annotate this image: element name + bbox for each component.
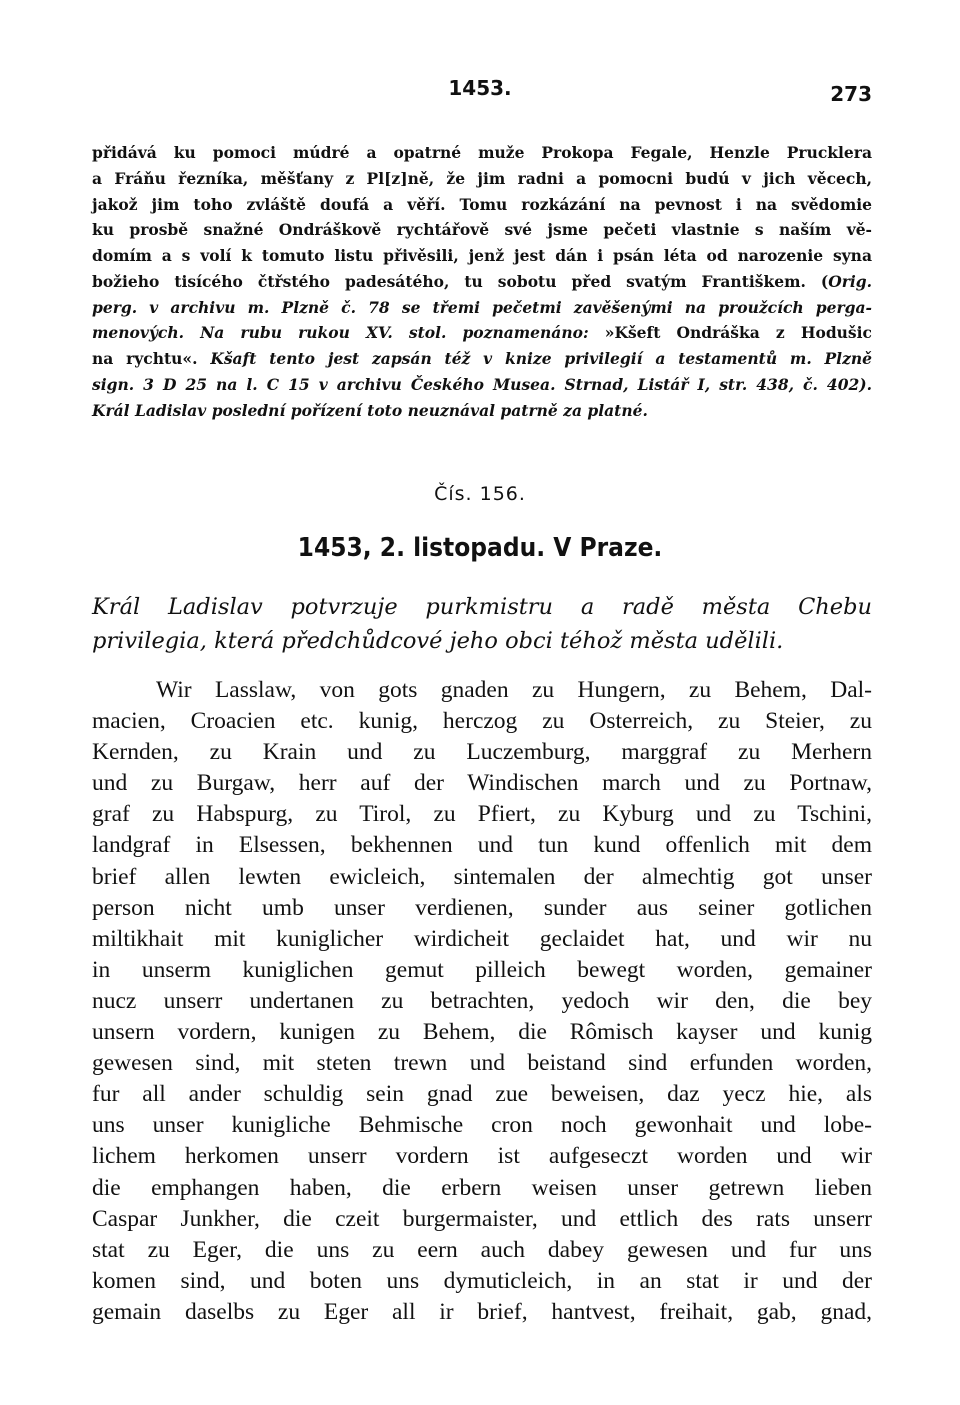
note-line (92, 166, 872, 192)
note-line (92, 217, 872, 243)
page-number: 273 (830, 82, 872, 106)
note-text-run: ku prosbě snažné Ondráškově rychtářově své jsme pečeti vlastnie s naším vě- (92, 220, 872, 240)
note-line (92, 140, 872, 166)
note-text-run: přidává ku pomoci múdré a opatrné muže Prokopa Fegale, Henzle Prucklera (92, 143, 872, 162)
body-line: nucz unserr undertanen zu betrachten, yedoch wir den, die bey (92, 987, 872, 1014)
regest-line: privilegia, která předchůdcové jeho obci téhož města udělili. (92, 628, 784, 654)
body-line: graf zu Habspurg, zu Tirol, zu Pfiert, zu Kyburg und zu Tschini, (92, 801, 872, 828)
body-line: die emphangen haben, die erbern weisen unser getrewn lieben (92, 1174, 872, 1201)
body-line: brief allen lewten ewicleich, sintemalen der almechtig got unser (92, 863, 872, 890)
body-line: Caspar Junkher, die czeit burgermaister, und ettlich des rats unserr (92, 1205, 872, 1232)
note-line (92, 269, 872, 295)
note-text-run: božieho tisícého čtřstého padesátého, tu sobotu před svatým Františkem. ( (92, 271, 829, 291)
body-line: und zu Burgaw, herr auf der Windischen march und zu Portnaw, (92, 770, 872, 797)
preceding-document-note (92, 140, 872, 423)
note-line (92, 372, 872, 398)
note-line (92, 192, 872, 218)
note-text-run: na rychtu«. (92, 349, 211, 368)
body-line: Wir Lasslaw, von gots gnaden zu Hungern, zu Behem, Dal- (156, 677, 872, 703)
running-head (0, 76, 960, 106)
body-line: Kernden, zu Krain und zu Luczemburg, marggraf zu Merhern (92, 739, 872, 766)
note-line (92, 295, 872, 321)
body-line: uns unser kunigliche Behmische cron noch gewonhait und lobe- (92, 1112, 872, 1139)
body-line: stat zu Eger, die uns zu eern auch dabey gewesen und fur uns (92, 1236, 872, 1263)
body-line: komen sind, und boten uns dymuticleich, in an stat ir und der (92, 1267, 872, 1294)
document-body-text (92, 675, 872, 1328)
regest-line: Král Ladislav potvrzuje purkmistru a radě města Chebu (92, 594, 872, 620)
body-line: in unserm kuniglichen gemut pilleich bewegt worden, gemainer (92, 956, 872, 983)
document-date-place: 1453, 2. listopadu. V Praze. (297, 533, 663, 563)
note-text-run: a Fráňu řezníka, měšťany z Pl[z]ně, že jim radni a pomocni budú v jich věcech, (92, 168, 872, 188)
body-line: miltikhait mit kuniglicher wirdicheit geclaidet hat, und wir nu (92, 925, 872, 952)
note-italic-run: Král Ladislav poslední pořízení toto neuznával patrně za platné. (92, 400, 648, 420)
body-line: unsern vordern, kunigen zu Behem, die Rômisch kayser und kunig (92, 1019, 872, 1046)
body-line: person nicht umb unser verdienen, sunder aus seiner gotlichen (92, 894, 872, 921)
note-text-run: jakož jim toho zvláště doufá a věří. Tomu rozkázání na pevnost i na svědomie (92, 194, 872, 214)
note-italic-run: Orig. (828, 271, 872, 291)
note-line (92, 243, 872, 269)
note-line (92, 320, 872, 346)
body-line: gewesen sind, mit steten trewn und beistand sind erfunden worden, (92, 1050, 872, 1077)
body-line: landgraf in Elsessen, bekhennen und tun kund offenlich mit dem (92, 832, 872, 859)
note-italic-run: sign. 3 D 25 na l. C 15 v archivu Českého Musea. Strnad, Listář I, str. 438, č. 402). (92, 374, 872, 394)
body-line: lichem herkomen unserr vordern ist aufgeseczt worden und wir (92, 1143, 872, 1170)
body-line: gemain daselbs zu Eger all ir brief, hantvest, freihait, gab, gnad, (92, 1298, 872, 1325)
document-number: Čís. 156. (434, 483, 526, 505)
note-line (92, 398, 872, 424)
note-line (92, 346, 872, 372)
note-text-run: domím a s volí k tomuto listu přivěsili, jenž jest dán i psán léta od narozenie syna (92, 246, 872, 265)
body-line: fur all ander schuldig sein gnad zue beweisen, daz yecz hie, als (92, 1081, 872, 1108)
note-text-run: »Kšeft Ondráška z Hodušic (604, 323, 872, 343)
regest (92, 590, 872, 658)
note-italic-run: menových. Na rubu rukou XV. stol. poznamenáno: (92, 323, 605, 343)
body-line: macien, Croacien etc. kunig, herczog zu Osterreich, zu Steier, zu (92, 708, 872, 735)
note-italic-run: Kšaft tento jest zapsán též v knize privilegií a testamentů m. Plzně (210, 349, 873, 368)
page-year: 1453. (448, 76, 512, 100)
note-italic-run: perg. v archivu m. Plzně č. 78 se třemi pečetmi zavěšenými na proužcích perga- (92, 297, 872, 317)
